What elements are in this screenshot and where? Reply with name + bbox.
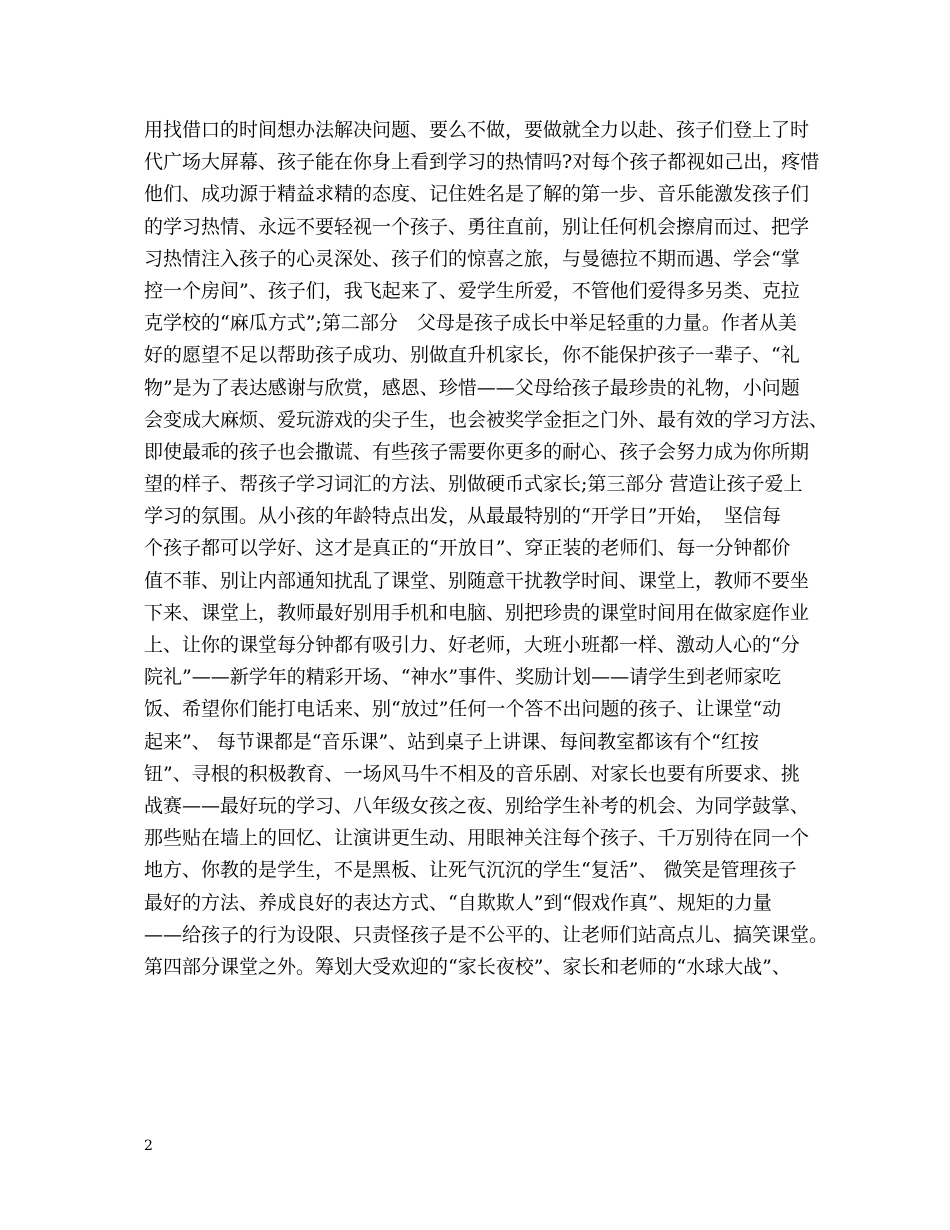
text-line: 院礼”——新学年的精彩开场、“神水”事件、奖励计划——请学生到老师家吃	[144, 666, 782, 689]
text-line: 那些贴在墙上的回忆、让演讲更生动、用眼神关注每个孩子、千万别待在同一个	[144, 827, 810, 850]
text-line: 会变成大麻烦、爱玩游戏的尖子生，也会被奖学金拒之门外、最有效的学习方法、	[144, 408, 829, 431]
text-line: 控一个房间”、孩子们，我飞起来了、爱学生所爱，不管他们爱得多另类、克拉	[144, 279, 800, 302]
text-line: 下来、课堂上，教师最好别用手机和电脑、别把珍贵的课堂时间用在做家庭作业	[144, 601, 810, 624]
text-line: ——给孩子的行为设限、只责怪孩子是不公平的、让老师们站高点儿、搞笑课堂。	[144, 923, 829, 946]
text-line: 的学习热情、永远不要轻视一个孩子、勇往直前，别让任何机会擦肩而过、把学	[144, 215, 810, 238]
text-line: 望的样子、帮孩子学习词汇的方法、别做硬币式家长;第三部分 营造让孩子爱上	[144, 473, 803, 496]
text-line: 他们、成功源于精益求精的态度、记住姓名是了解的第一步、音乐能激发孩子们	[144, 183, 810, 206]
text-line: 习热情注入孩子的心灵深处、孩子们的惊喜之旅，与曼德拉不期而遇、学会“掌	[144, 247, 800, 270]
text-line: 克学校的“麻瓜方式”;第二部分 父母是孩子成长中举足轻重的力量。作者从美	[144, 312, 797, 335]
text-line: 值不菲、别让内部通知扰乱了课堂、别随意干扰教学时间、课堂上，教师不要坐	[144, 569, 810, 592]
page-number: 2	[144, 1138, 153, 1154]
text-line: 好的愿望不足以帮助孩子成功、别做直升机家长，你不能保护孩子一辈子、“礼	[144, 344, 800, 367]
text-line: 上、让你的课堂每分钟都有吸引力、好老师，大班小班都一样、激动人心的“分	[144, 634, 800, 656]
text-line: 地方、你教的是学生，不是黑板、让死气沉沉的学生“复活”、 微笑是管理孩子	[144, 859, 797, 882]
text-line: 用找借口的时间想办法解决问题、要么不做，要做就全力以赴、孩子们登上了时	[144, 119, 810, 141]
text-line: 起来”、 每节课都是“音乐课”、站到桌子上讲课、每间教室都该有个“红按	[144, 730, 759, 753]
body-text	[144, 114, 829, 983]
text-line: 战赛——最好玩的学习、八年级女孩之夜、别给学生补考的机会、为同学鼓掌、	[144, 794, 810, 817]
text-line: 代广场大屏幕、孩子能在你身上看到学习的热情吗?对每个孩子都视如己出，疼惜	[144, 151, 820, 174]
text-line: 学习的氛围。从小孩的年龄特点出发，从最最特别的“开学日”开始， 坚信每	[144, 505, 781, 528]
text-line: 个孩子都可以学好、这才是真正的“开放日”、穿正装的老师们、每一分钟都价	[144, 537, 791, 560]
text-line: 物”是为了表达感谢与欣赏，感恩、珍惜——父母给孩子最珍贵的礼物，小问题	[144, 376, 800, 399]
text-line: 第四部分课堂之外。筹划大受欢迎的“家长夜校”、家长和老师的“水球大战”、	[144, 955, 791, 978]
text-line: 饭、希望你们能打电话来、别“放过”任何一个答不出问题的孩子、让课堂“动	[144, 698, 782, 721]
text-line: 钮”、寻根的积极教育、一场风马牛不相及的音乐剧、对家长也要有所要求、挑	[144, 762, 800, 785]
text-line: 最好的方法、养成良好的表达方式、“自欺欺人”到“假戏作真”、规矩的力量	[144, 891, 772, 914]
text-line: 即使最乖的孩子也会撒谎、有些孩子需要你更多的耐心、孩子会努力成为你所期	[144, 440, 810, 463]
